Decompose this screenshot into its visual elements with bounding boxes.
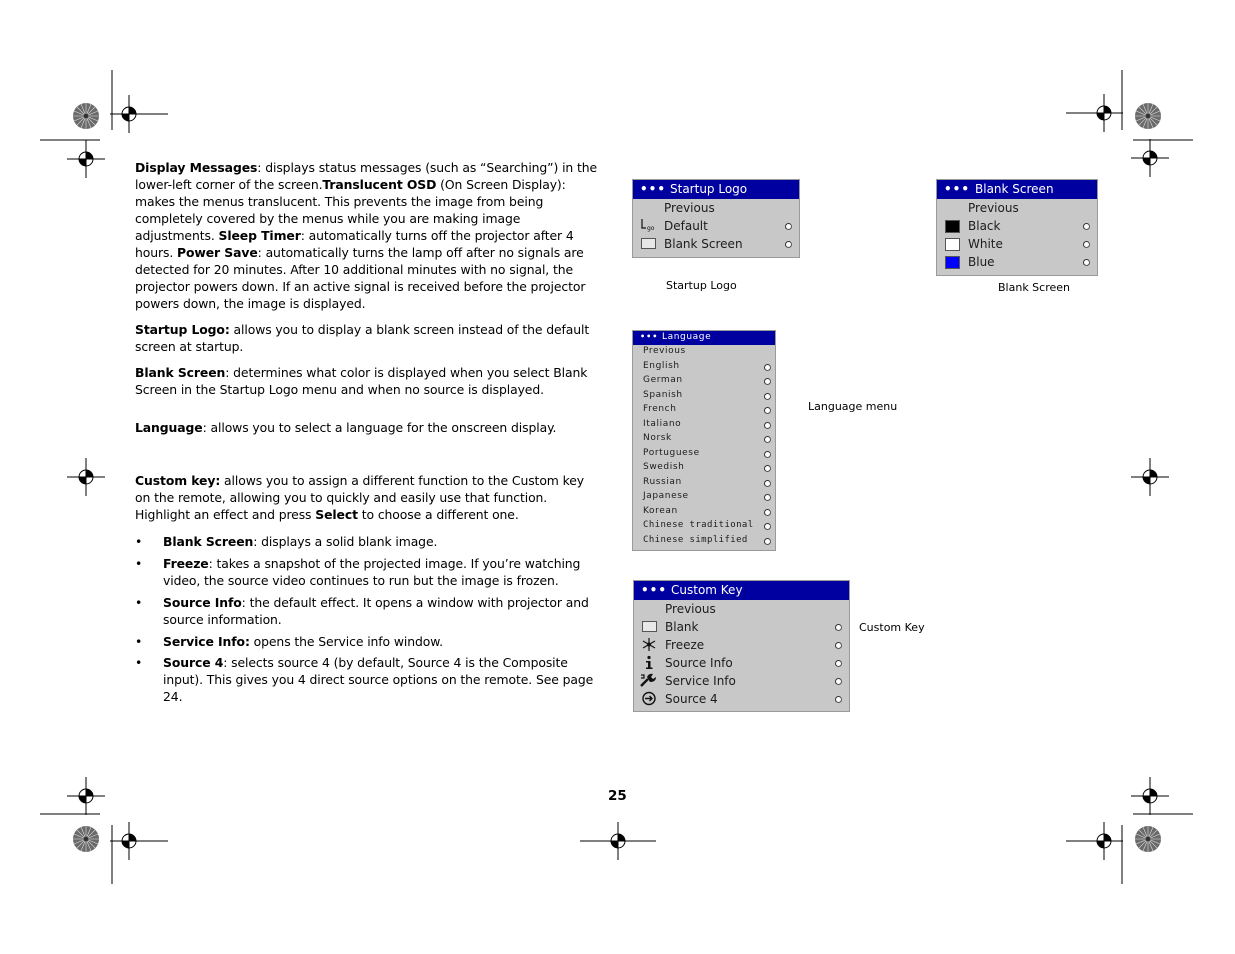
paragraph-display-messages: Display Messages: displays status messages (such as “Searching”) in the lower-left corner of the screen.Translucent OSD (On Screen Display): makes the menus translucent. This prevents the image from being completely covered by the menus while you are making image adjustments. Sleep Timer: automatically turns off the projector after 4 hours. Power Save: automatically turns the lamp off after no signals are detected for 20 minutes. After 10 additional minutes with no signal, the projector powers down. If an active signal is received before the projector powers down, the image is displayed. — [135, 160, 598, 311]
paragraph-language-text: Language: allows you to select a language for the onscreen display. — [135, 420, 557, 435]
caption-custom-key: Custom Key — [859, 621, 925, 634]
language-item[interactable]: Swedish — [633, 461, 775, 476]
caption-language: Language menu — [808, 400, 898, 413]
language-item[interactable]: Italiano — [633, 418, 775, 433]
language-item[interactable]: Norsk — [633, 432, 775, 447]
menu-item-blank-screen[interactable]: Blank Screen — [633, 235, 799, 253]
language-item[interactable]: German — [633, 374, 775, 389]
menu-item-previous[interactable]: Previous — [665, 602, 716, 616]
menu-item-white[interactable]: White — [937, 235, 1097, 253]
caption-blank-screen: Blank Screen — [998, 281, 1070, 294]
top-right-marks — [1066, 70, 1193, 177]
bullet-item: • Blank Screen: displays a solid blank image. — [135, 534, 438, 549]
menu-title: Language — [662, 332, 712, 342]
bullet-item: • Service Info: opens the Service info window. — [135, 634, 443, 649]
bullet-item: • Freeze: takes a snapshot of the projected image. If you’re watching video, the source video continues to run but the image is frozen. — [135, 556, 581, 588]
menu-item-previous[interactable]: Previous — [664, 201, 715, 215]
menu-title: Startup Logo — [670, 182, 748, 196]
language-item[interactable]: Spanish — [633, 389, 775, 404]
menu-item-black[interactable]: Black — [937, 217, 1097, 235]
menu-header: ••• Custom Key — [634, 581, 849, 600]
svg-text:go: go — [647, 225, 655, 232]
bullet-item: • Source 4: selects source 4 (by default, Source 4 is the Composite input). This gives you 4 direct source options on the remote. See page 24. — [135, 655, 594, 704]
language-item[interactable]: Korean — [633, 505, 775, 520]
page-number: 25 — [608, 788, 627, 804]
menu-title: Blank Screen — [975, 182, 1054, 196]
menu-item-previous[interactable]: Previous — [968, 201, 1019, 215]
language-item[interactable]: French — [633, 403, 775, 418]
top-left-marks — [40, 70, 168, 178]
menu-header: ••• Language — [633, 331, 775, 345]
paragraph-startup-logo: Startup Logo: allows you to display a blank screen instead of the default screen at startup. — [135, 322, 590, 354]
menu-title: Custom Key — [671, 583, 743, 597]
language-item[interactable]: Russian — [633, 476, 775, 491]
menu-header: ••• Blank Screen — [937, 180, 1097, 199]
language-item[interactable]: English — [633, 360, 775, 375]
menu-item-blue[interactable]: Blue — [937, 253, 1097, 271]
menu-item-blank[interactable]: Blank — [634, 618, 849, 636]
menu-item-previous[interactable]: Previous — [643, 346, 686, 356]
language-item[interactable]: Portuguese — [633, 447, 775, 462]
paragraph-custom-key-text: Custom key: allows you to assign a different function to the Custom key on the remote, allowing you to quickly and easily use that function. Highlight an effect and press Select to choose a different one. — [135, 473, 584, 522]
language-item[interactable]: Chinese simplified — [633, 534, 775, 549]
bottom-right-marks — [1066, 777, 1193, 884]
menu-item-freeze[interactable]: Freeze — [634, 636, 849, 654]
caption-startup-logo: Startup Logo — [666, 279, 737, 292]
language-item[interactable]: Japanese — [633, 490, 775, 505]
menu-header: ••• Startup Logo — [633, 180, 799, 199]
menu-item-default[interactable]: go Default — [633, 217, 799, 235]
bottom-center-mark — [580, 822, 656, 860]
menu-item-service-info[interactable]: Service Info — [634, 672, 849, 690]
mid-marks — [67, 458, 1169, 496]
bottom-left-marks — [40, 777, 168, 884]
language-item[interactable]: Chinese traditional — [633, 519, 775, 534]
menu-item-source-info[interactable]: Source Info — [634, 654, 849, 672]
bullet-item: • Source Info: the default effect. It opens a window with projector and source information. — [135, 595, 589, 627]
paragraph-blank-screen: Blank Screen: determines what color is displayed when you select Blank Screen in the Startup Logo menu and when no source is displayed. — [135, 365, 588, 397]
menu-item-source-4[interactable]: Source 4 — [634, 690, 849, 708]
